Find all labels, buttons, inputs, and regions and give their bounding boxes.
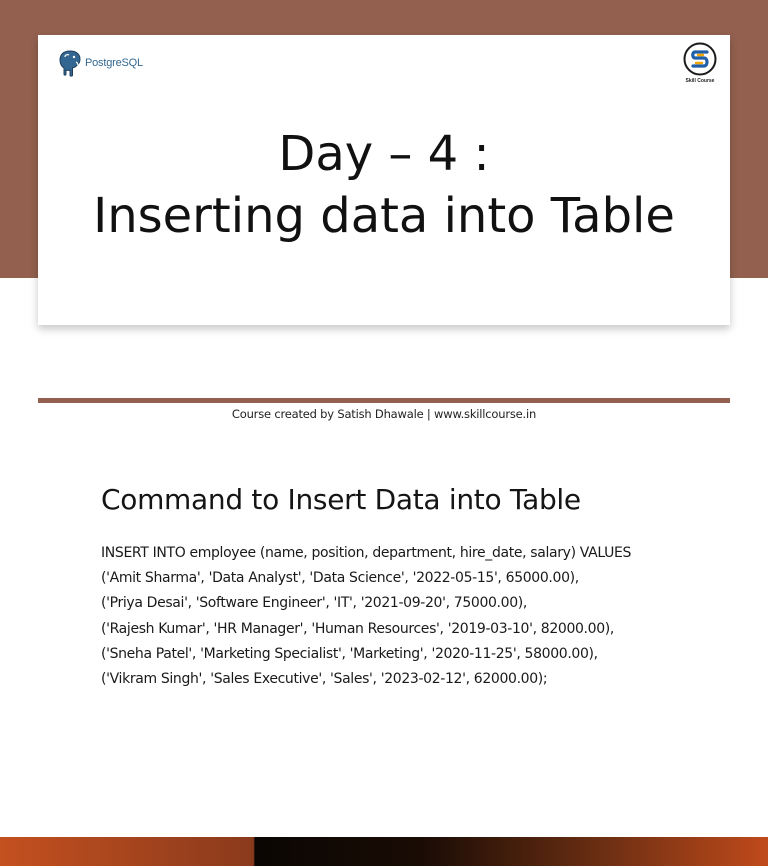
code-line: ('Priya Desai', 'Software Engineer', 'IT', '2021-09-20', 75000.00), [101,595,527,612]
slide-title-line-1: Day – 4 : [278,126,490,182]
skillcourse-badge-icon [682,42,718,76]
footer-band [0,837,768,866]
code-line: ('Rajesh Kumar', 'HR Manager', 'Human Resources', '2019-03-10', 82000.00), [101,620,614,637]
slide-title-line-2: Inserting data into Table [93,188,675,244]
title-card [38,35,730,325]
elephant-icon [57,49,83,77]
skillcourse-logo [682,42,718,84]
postgresql-logo [57,49,143,77]
code-line: INSERT INTO employee (name, position, department, hire_date, salary) VALUES [101,545,632,561]
slide-title [38,123,730,247]
code-line: ('Amit Sharma', 'Data Analyst', 'Data Science', '2022-05-15', 65000.00), [101,570,579,587]
section-heading: Command to Insert Data into Table [101,483,581,516]
sql-code-block [101,541,721,692]
code-line: ('Vikram Singh', 'Sales Executive', 'Sales', '2023-02-12', 62000.00); [101,671,548,688]
code-line: ('Sneha Patel', 'Marketing Specialist', 'Marketing', '2020-11-25', 58000.00), [101,645,598,662]
postgresql-logo-text: PostgreSQL [85,57,143,69]
skillcourse-logo-text: Skill Course [685,78,715,84]
course-credit: Course created by Satish Dhawale | www.skillcourse.in [231,407,537,421]
divider [38,398,730,403]
